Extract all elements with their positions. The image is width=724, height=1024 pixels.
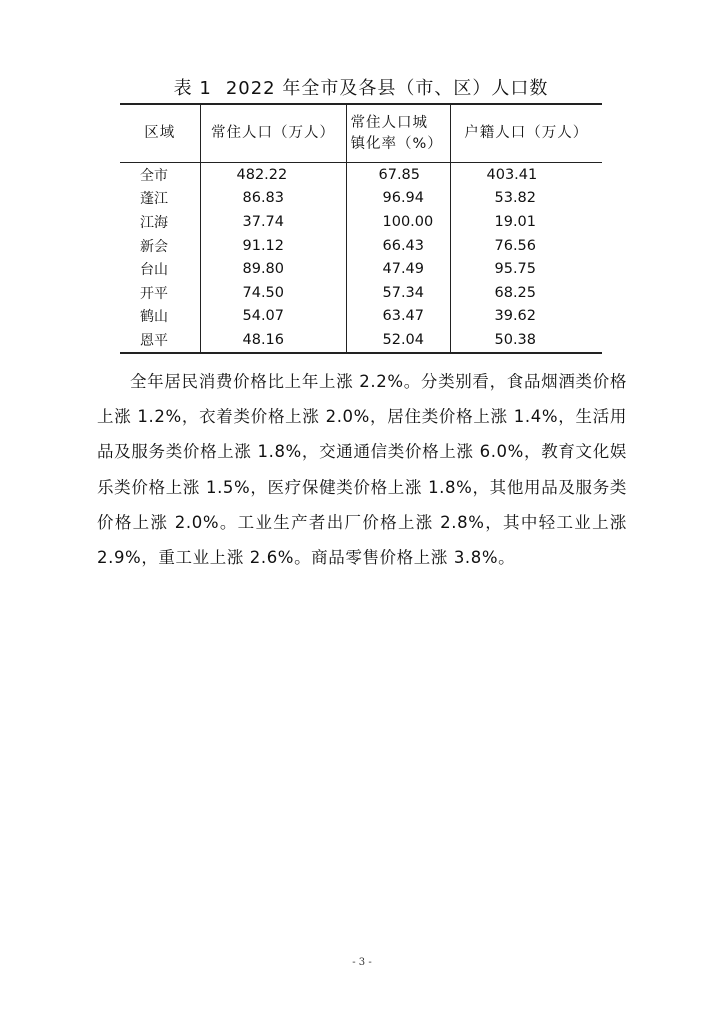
row-region: 蓬江 bbox=[140, 191, 168, 208]
table-title bbox=[120, 74, 602, 100]
table-row bbox=[120, 328, 602, 353]
row-region: 新会 bbox=[140, 238, 168, 255]
table-row bbox=[120, 187, 602, 211]
row-resident: 54.07 bbox=[200, 305, 346, 329]
row-registered: 76.56 bbox=[450, 234, 602, 258]
row-urban-rate: 100.00 bbox=[346, 210, 450, 234]
table-number: 表 1 bbox=[173, 78, 212, 99]
row-registered: 53.82 bbox=[450, 187, 602, 211]
row-region: 恩平 bbox=[120, 328, 200, 353]
population-table bbox=[120, 103, 602, 354]
table-header-row bbox=[120, 104, 602, 163]
row-resident: 74.50 bbox=[200, 281, 346, 305]
table-row bbox=[120, 210, 602, 234]
row-registered: 50.38 bbox=[450, 328, 602, 353]
row-resident: 89.80 bbox=[200, 257, 346, 281]
row-urban-rate: 63.47 bbox=[346, 305, 450, 329]
row-region: 台山 bbox=[140, 262, 168, 279]
header-resident-population: 常住人口（万人） bbox=[200, 104, 346, 163]
table-title-text: 2022 年全市及各县（市、区）人口数 bbox=[225, 78, 549, 99]
table-row bbox=[120, 257, 602, 281]
row-urban-rate: 47.49 bbox=[346, 257, 450, 281]
row-region: 鹤山 bbox=[140, 309, 168, 326]
row-registered: 403.41 bbox=[450, 163, 602, 187]
header-registered-population: 户籍人口（万人） bbox=[450, 104, 602, 163]
header-urbanization-rate-line2: 镇化率（%） bbox=[350, 135, 443, 152]
row-urban-rate: 66.43 bbox=[346, 234, 450, 258]
row-resident: 86.83 bbox=[200, 187, 346, 211]
row-urban-rate: 57.34 bbox=[346, 281, 450, 305]
table-row bbox=[120, 305, 602, 329]
row-region: 全市 bbox=[140, 167, 168, 184]
row-resident: 91.12 bbox=[200, 234, 346, 258]
row-registered: 39.62 bbox=[450, 305, 602, 329]
row-region: 开平 bbox=[140, 285, 168, 302]
row-resident: 48.16 bbox=[200, 328, 346, 353]
table-row bbox=[120, 281, 602, 305]
header-urbanization-rate-line1: 常住人口城 bbox=[350, 114, 428, 131]
row-registered: 19.01 bbox=[450, 210, 602, 234]
row-registered: 95.75 bbox=[450, 257, 602, 281]
table-row bbox=[120, 234, 602, 258]
row-region: 江海 bbox=[140, 214, 168, 231]
row-resident: 482.22 bbox=[200, 163, 346, 187]
body-paragraph: 全年居民消费价格比上年上涨 2.2%。分类别看，食品烟酒类价格上涨 1.2%，衣着类价格上涨 2.0%，居住类价格上涨 1.4%，生活用品及服务类价格上涨 1.8%，交通通信类价格上涨 6.0%，教育文化娱乐类价格上涨 1.5%，医疗保健类价格上涨 1.8%，其他用品及服务类价格上涨 2.0%。工业生产者出厂价格上涨 2.8%，其中轻工业上涨 2.9%，重工业上涨 2.6%。商品零售价格上涨 3.8%。 bbox=[97, 372, 627, 568]
row-urban-rate: 52.04 bbox=[346, 328, 450, 353]
row-urban-rate: 67.85 bbox=[346, 163, 450, 187]
header-urbanization-rate bbox=[346, 104, 450, 163]
table-row bbox=[120, 163, 602, 187]
row-urban-rate: 96.94 bbox=[346, 187, 450, 211]
row-resident: 37.74 bbox=[200, 210, 346, 234]
header-region: 区域 bbox=[144, 125, 176, 141]
page-number: - 3 - bbox=[352, 957, 372, 968]
row-registered: 68.25 bbox=[450, 281, 602, 305]
